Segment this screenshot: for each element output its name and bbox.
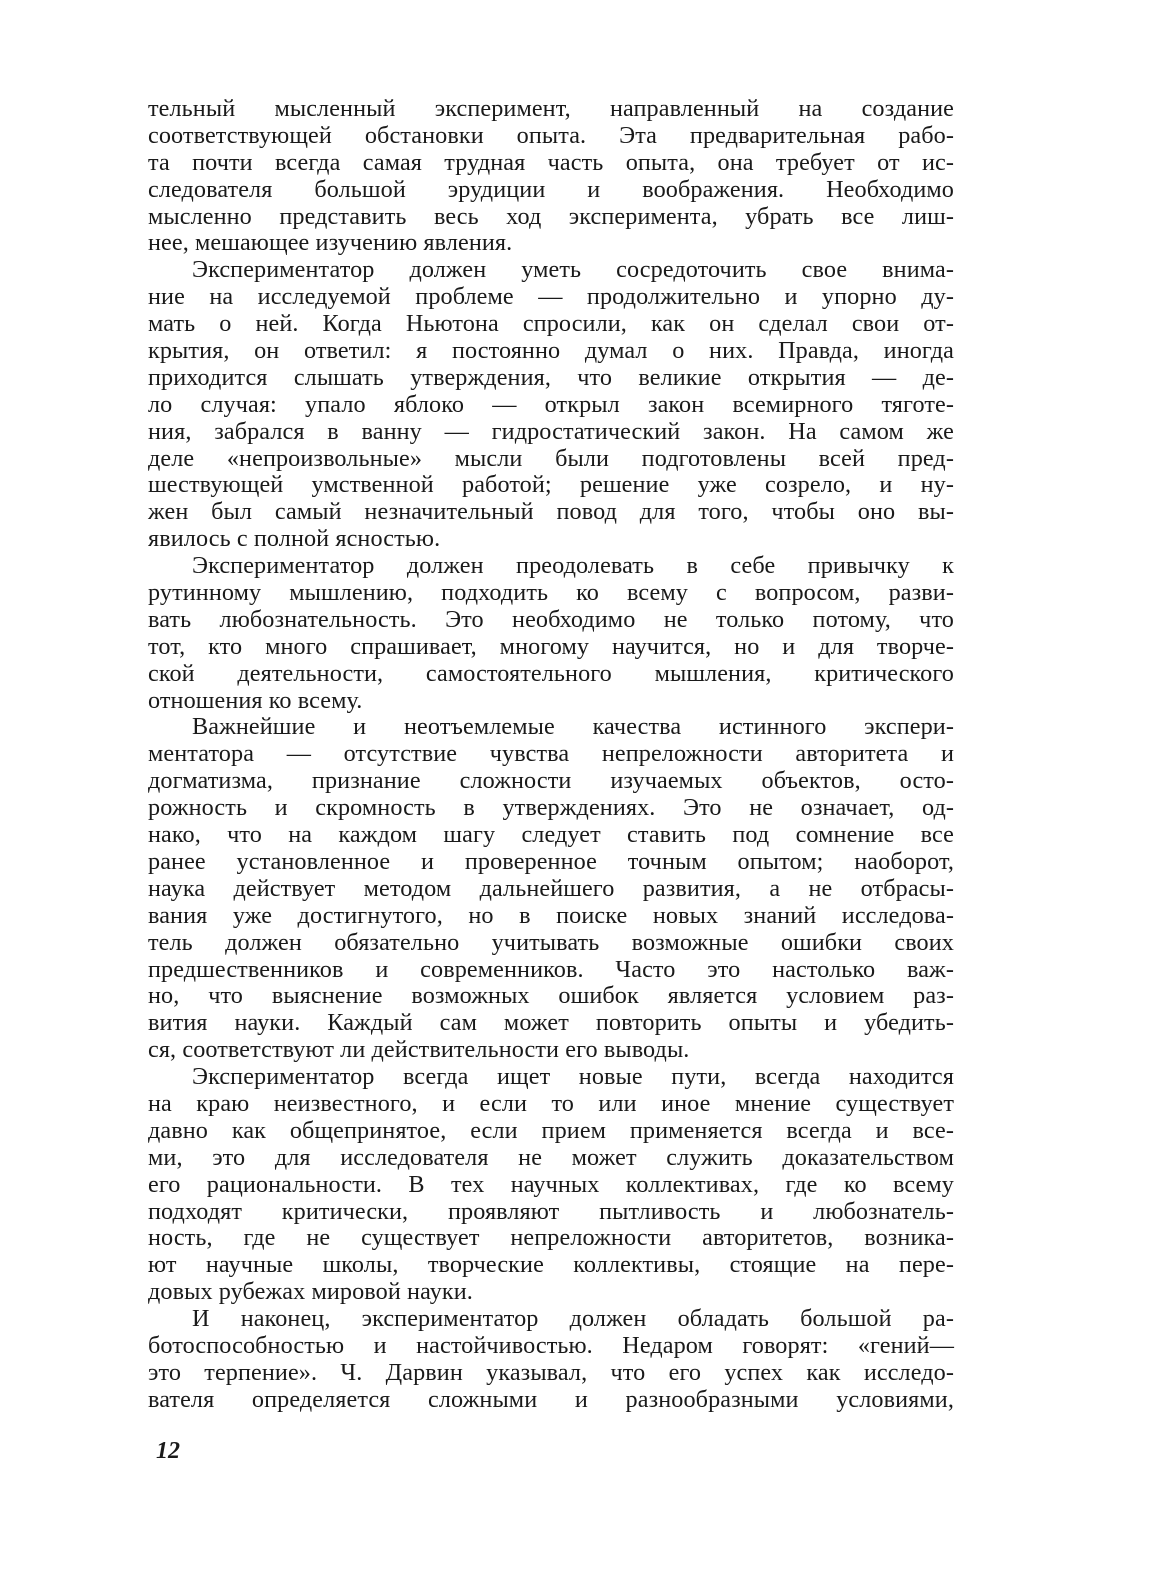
text-line: подходят критически, проявляют пытливость и любознатель- — [148, 1197, 954, 1225]
text-line: догматизма, признание сложности изучаемых объектов, осто- — [148, 767, 954, 795]
text-line: ло случая: упало яблоко — открыл закон всемирного тяготе- — [148, 390, 954, 418]
text-line: рутинному мышлению, подходить ко всему с вопросом, разви- — [148, 579, 954, 607]
paragraph — [148, 553, 954, 714]
text-line: ми, это для исследователя не может служить доказательством — [148, 1143, 954, 1171]
text-line: шествующей умственной работой; решение уже созрело, и ну- — [148, 471, 954, 499]
text-line: это терпение». Ч. Дарвин указывал, что его успех как исследо- — [148, 1358, 954, 1386]
text-line: Экспериментатор всегда ищет новые пути, всегда находится — [192, 1063, 954, 1091]
text-line: явилось с полной ясностью. — [148, 525, 441, 553]
text-line: ют научные школы, творческие коллективы, стоящие на пере- — [148, 1251, 954, 1279]
text-line: соответствующей обстановки опыта. Эта предварительная рабо- — [148, 121, 954, 149]
text-line: Важнейшие и неотъемлемые качества истинного экспери- — [192, 713, 954, 741]
text-line: ментатора — отсутствие чувства непреложности авторитета и — [148, 740, 954, 768]
text-line: нако, что на каждом шагу следует ставить под сомнение все — [148, 821, 954, 849]
text-line: ской деятельности, самостоятельного мышления, критического — [148, 659, 954, 687]
text-line: приходится слышать утверждения, что великие открытия — де- — [148, 363, 954, 391]
text-line: ние на исследуемой проблеме — продолжительно и упорно ду- — [148, 283, 954, 311]
paragraph — [148, 96, 954, 257]
text-line: отношения ко всему. — [148, 686, 363, 714]
paragraph — [148, 714, 954, 1064]
text-line: жен был самый незначительный повод для того, чтобы оно вы- — [148, 498, 954, 526]
text-line: ся, соответствуют ли действительности его выводы. — [148, 1036, 690, 1064]
paragraph — [148, 257, 954, 553]
page-number: 12 — [156, 1438, 180, 1464]
text-line: мысленно представить весь ход эксперимента, убрать все лиш- — [148, 202, 954, 230]
text-line: нее, мешающее изучению явления. — [148, 229, 513, 257]
text-line: Экспериментатор должен уметь сосредоточить свое внима- — [192, 256, 954, 284]
text-line: ность, где не существует непреложности авторитетов, возника- — [148, 1224, 954, 1252]
text-line: тот, кто много спрашивает, многому научится, но и для творче- — [148, 632, 954, 660]
text-line: рожность и скромность в утверждениях. Это не означает, од- — [148, 794, 954, 822]
text-line: Экспериментатор должен преодолевать в себе привычку к — [192, 552, 954, 580]
paragraph — [148, 1306, 954, 1414]
text-line: тель должен обязательно учитывать возможные ошибки своих — [148, 928, 954, 956]
text-line: та почти всегда самая трудная часть опыта, она требует от ис- — [148, 148, 954, 176]
text-line: предшественников и современников. Часто это настолько важ- — [148, 955, 954, 983]
text-line: ботоспособностью и настойчивостью. Недаром говорят: «гений— — [148, 1331, 954, 1359]
text-line: вания уже достигнутого, но в поиске новых знаний исследова- — [148, 901, 954, 929]
text-line: на краю неизвестного, и если то или иное мнение существует — [148, 1089, 954, 1117]
text-line: вателя определяется сложными и разнообразными условиями, — [148, 1385, 954, 1413]
text-line: И наконец, экспериментатор должен обладать большой ра- — [192, 1305, 954, 1333]
text-line: но, что выяснение возможных ошибок является условием раз- — [148, 982, 954, 1010]
text-line: довых рубежах мировой науки. — [148, 1278, 473, 1306]
text-line: крытия, он ответил: я постоянно думал о них. Правда, иногда — [148, 337, 954, 365]
text-line: вать любознательность. Это необходимо не только потому, что — [148, 605, 954, 633]
text-line: ния, забрался в ванну — гидростатический закон. На самом же — [148, 417, 954, 445]
text-line: тельный мысленный эксперимент, направленный на создание — [148, 95, 954, 122]
text-line: давно как общепринятое, если прием применяется всегда и все- — [148, 1116, 954, 1144]
text-line: мать о ней. Когда Ньютона спросили, как он сделал свои от- — [148, 310, 954, 338]
text-line: наука действует методом дальнейшего развития, а не отбрасы- — [148, 874, 954, 902]
text-line: деле «непроизвольные» мысли были подготовлены всей пред- — [148, 444, 954, 472]
text-line: следователя большой эрудиции и воображения. Необходимо — [148, 175, 954, 203]
page-body — [148, 96, 954, 1414]
text-line: вития науки. Каждый сам может повторить опыты и убедить- — [148, 1009, 954, 1037]
text-line: ранее установленное и проверенное точным опытом; наоборот, — [148, 847, 954, 875]
text-line: его рациональности. В тех научных коллективах, где ко всему — [148, 1170, 954, 1198]
paragraph — [148, 1064, 954, 1306]
